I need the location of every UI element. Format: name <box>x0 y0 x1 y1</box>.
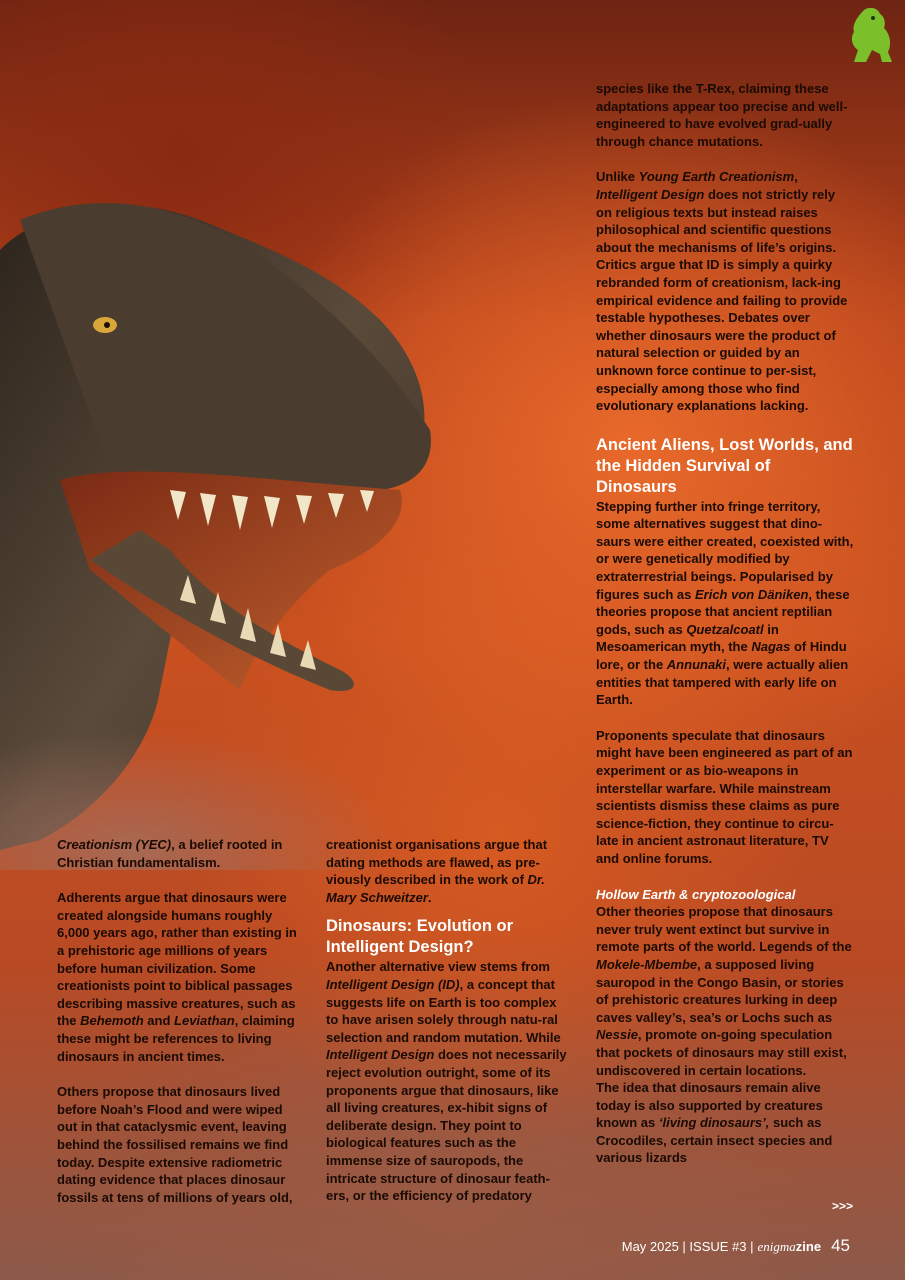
section-heading: Ancient Aliens, Lost Worlds, and the Hidden Survival of Dinosaurs <box>596 435 853 496</box>
brand-bold: zine <box>795 1239 822 1254</box>
paragraph <box>596 903 854 1079</box>
article-column-1 <box>57 836 305 1224</box>
text-run: , a belief rooted in Christian fundamentalism. <box>57 837 283 870</box>
emphasis-text: Quetzalcoatl <box>686 621 764 637</box>
paragraph <box>596 168 854 414</box>
paragraph <box>596 1079 854 1167</box>
dinosaur-illustration <box>0 190 440 870</box>
text-run: , a concept that suggests life on Earth is too complex to have arisen solely through natu-ral selection and random mutation. While <box>326 976 561 1045</box>
emphasis-text: Intelligent Design <box>326 1047 435 1063</box>
text-run: in Mesoamerican myth, the <box>596 621 779 655</box>
text-run: does not strictly rely on religious texts but instead raises philosophical and scientific questions about the mechanisms of life’s origins. Critics argue that ID is simply a quirky rebranded form of creationism, lack-ing empirical evidence and failing to provide testable hypotheses. Debates over whether dinosaurs were the product of natural selection or guided by an unknown force continue to per-sist, especially among those who find evolutionary explanations lacking. <box>596 186 848 414</box>
emphasis-text: Intelligent Design <box>596 186 705 202</box>
section-heading: Dinosaurs: Evolution or Intelligent Design? <box>326 917 514 957</box>
text-run: such as Crocodiles, certain insect species and various lizards <box>596 1115 833 1166</box>
text-run: , claiming these might be references to living dinosaurs in ancient times. <box>57 1013 295 1064</box>
paragraph <box>326 836 572 906</box>
paragraph <box>326 958 572 1204</box>
paragraph <box>596 80 854 150</box>
emphasis-text: Annunaki <box>666 657 727 673</box>
text-run: Stepping further into fringe territory, some alternatives suggest that dino-saurs were either created, coexisted with, or were genetically modified by extraterrestrial beings. Popularised by figures such as <box>596 498 854 602</box>
text-run: does not necessarily reject evolution outright, some of its proponents argue that dinosaurs, like all living creatures, ex-hibit signs of deliberate design. They point to biological features such as the immense size of sauropods, the intricate structure of dinosaur feath-ers, or the efficiency of predatory <box>326 1047 567 1204</box>
text-run: , promote on-going speculation that pockets of dinosaurs may still exist, undiscovered in certain locations. <box>596 1027 847 1078</box>
paragraph <box>57 889 305 1065</box>
emphasis-text: ‘living dinosaurs’, <box>658 1115 770 1131</box>
issue-info: May 2025 | ISSUE #3 | <box>621 1239 754 1254</box>
text-run: Others propose that dinosaurs lived before Noah’s Flood and were wiped out in that cataclysmic event, leaving behind the fossilised remains we find today. Despite extensive radiometric dating evidence that places dinosaur fossils at tens of millions of years old, <box>57 1084 293 1205</box>
text-run: , were actually alien entities that tampered with early life on Earth. <box>596 657 849 708</box>
text-run: creationist organisations argue that dating methods are flawed, as pre-viously described in the work of <box>326 837 548 888</box>
article-column-2 <box>326 836 572 1223</box>
emphasis-text: Mokele-Mbembe <box>596 956 698 972</box>
text-run: . <box>427 889 432 905</box>
emphasis-text: Erich von Däniken <box>694 586 809 602</box>
emphasis-text: Dr. Mary Schweitzer <box>326 872 545 905</box>
emphasis-text: Intelligent Design (ID) <box>326 976 460 992</box>
emphasis-text: Nagas <box>751 639 791 655</box>
emphasis-text: Young Earth Creationism <box>638 169 795 185</box>
gorilla-logo-icon <box>846 6 894 64</box>
text-run: species like the T-Rex, claiming these adaptations appear too precise and well-engineered to have evolved grad-ually through chance mutations. <box>596 81 848 149</box>
text-run: Adherents argue that dinosaurs were created alongside humans roughly 6,000 years ago, rather than existing in a prehistoric age millions of years before human civilization. Some creationists point to biblical passages describing massive creatures, such as the <box>57 890 297 1029</box>
text-run: , these theories propose that ancient reptilian gods, such as <box>596 586 850 637</box>
text-run: Unlike <box>596 169 639 185</box>
text-run: The idea that dinosaurs remain alive today is also supported by creatures known as <box>596 1080 823 1131</box>
paragraph <box>57 836 305 871</box>
text-run: of Hindu lore, or the <box>596 639 847 673</box>
paragraph <box>596 727 854 868</box>
continue-marker: >>> <box>832 1199 854 1213</box>
article-column-3 <box>596 80 854 1167</box>
subsection-heading: Hollow Earth & cryptozoological <box>596 886 796 902</box>
text-run: Proponents speculate that dinosaurs might have been engineered as part of an experiment or as bio-weapons in interstellar warfare. While mainstream scientists dismiss these claims as pure science-fiction, they continue to circu-late in ancient astronaut literature, TV and online forums. <box>596 727 853 866</box>
page-footer <box>622 1236 850 1256</box>
paragraph <box>57 1083 305 1206</box>
emphasis-text: Leviathan <box>174 1013 235 1029</box>
brand-name <box>758 1239 822 1255</box>
text-run: and <box>143 1013 175 1029</box>
emphasis-text: Nessie <box>596 1027 638 1043</box>
emphasis-text: Creationism (YEC) <box>57 837 172 852</box>
page-number: 45 <box>831 1236 850 1255</box>
brand-italic: enigma <box>757 1239 796 1254</box>
text-run: , a supposed living sauropod in the Congo Basin, or stories of prehistoric creatures lurking in deep caves valley’s, sea’s or Lochs such as <box>596 956 844 1025</box>
paragraph <box>596 498 854 709</box>
text-run: Other theories propose that dinosaurs never truly went extinct but survive in remote parts of the world. Legends of the <box>596 904 852 955</box>
text-run: Another alternative view stems from <box>326 959 550 975</box>
emphasis-text: Behemoth <box>80 1013 144 1029</box>
text-run: , <box>794 169 798 185</box>
